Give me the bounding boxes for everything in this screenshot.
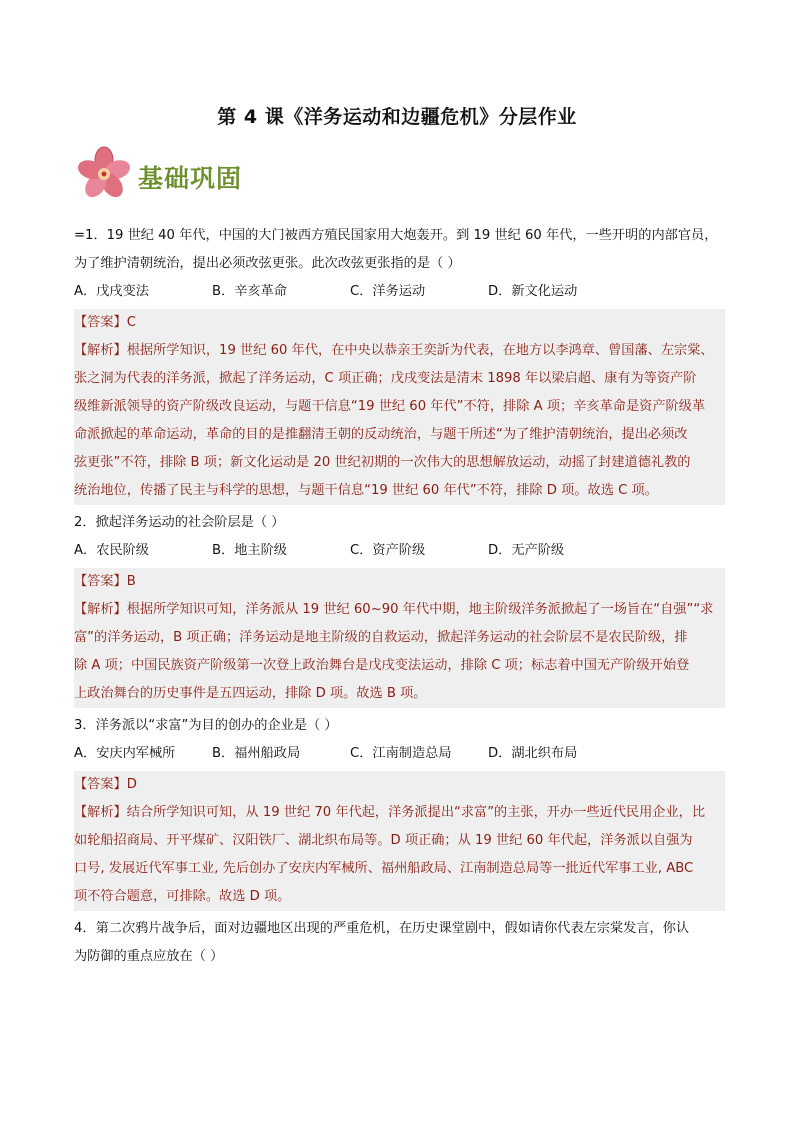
analysis-text: 除 A 项；中国民族资产阶级第一次登上政治舞台是戊戌变法运动，排除 C 项；标志着中国无产阶级开始登: [74, 658, 690, 673]
questions: [74, 222, 725, 971]
options-row: [74, 537, 725, 565]
question-text: 为了维护清朝统治，提出必须改弦更张。此次改弦更张指的是（ ）: [74, 256, 461, 271]
analysis-text: 命派掀起的革命运动，革命的目的是推翻清王朝的反动统治，与题干所述“为了维护清朝统治，提出必须改: [74, 427, 688, 442]
option-d: D．湖北织布局: [488, 746, 578, 761]
analysis-text: 【解析】根据所学知识可知，洋务派从 19 世纪 60~90 年代中期，地主阶级洋务派掀起了一场旨在“自强”“求: [74, 602, 714, 617]
analysis-text: 【解析】结合所学知识可知，从 19 世纪 70 年代起，洋务派提出“求富”的主张，开办一些近代民用企业，比: [74, 805, 706, 820]
analysis-text: 统治地位，传播了民主与科学的思想，与题干信息“19 世纪 60 年代”不符，排除 D 项。故选 C 项。: [74, 483, 658, 498]
option-b: B．辛亥革命: [212, 284, 287, 299]
question-2: [74, 509, 725, 708]
option-c: C．资产阶级: [350, 543, 426, 558]
options-row: [74, 740, 725, 768]
question-text: 3．洋务派以“求富”为目的创办的企业是（ ）: [74, 718, 338, 733]
options-row: [74, 278, 725, 306]
question-text: 4．第二次鸦片战争后，面对边疆地区出现的严重危机，在历史课堂剧中，假如请你代表左宗棠发言，你认: [74, 921, 690, 936]
answer-label: 【答案】D: [74, 777, 137, 792]
analysis-text: 项不符合题意，可排除。故选 D 项。: [74, 889, 291, 904]
section-header: [74, 148, 242, 206]
option-b: B．地主阶级: [212, 543, 287, 558]
question-4: [74, 915, 725, 971]
option-c: C．洋务运动: [350, 284, 426, 299]
answer-block: [74, 309, 725, 505]
answer-label: 【答案】B: [74, 574, 136, 589]
question-text: =1．19 世纪 40 年代，中国的大门被西方殖民国家用大炮轰开。到 19 世纪 60 年代，一些开明的内部官员，: [74, 228, 718, 243]
question-text: 2．掀起洋务运动的社会阶层是（ ）: [74, 515, 285, 530]
analysis-text: 口号, 发展近代军事工业, 先后创办了安庆内军械所、福州船政局、江南制造总局等一批近代军事工业, ABC: [74, 861, 694, 876]
analysis-text: 上政治舞台的历史事件是五四运动，排除 D 项。故选 B 项。: [74, 686, 427, 701]
analysis-text: 【解析】根据所学知识，19 世纪 60 年代，在中央以恭亲王奕訢为代表，在地方以李鸿章、曾国藩、左宗棠、: [74, 343, 714, 358]
question-text: 为防御的重点应放在（ ）: [74, 949, 224, 964]
analysis-text: 如轮船招商局、开平煤矿、汉阳铁厂、湖北织布局等。D 项正确；从 19 世纪 60 年代起，洋务派以自强为: [74, 833, 693, 848]
section-title: 基础巩固: [138, 164, 243, 193]
analysis-text: 张之洞为代表的洋务派，掀起了洋务运动，C 项正确；戊戌变法是清末 1898 年以梁启超、康有为等资产阶: [74, 371, 697, 386]
answer-label: 【答案】C: [74, 315, 136, 330]
option-a: A．安庆内军械所: [74, 746, 176, 761]
option-b: B．福州船政局: [212, 746, 301, 761]
page-title: 第 4 课《洋务运动和边疆危机》分层作业: [217, 106, 577, 128]
analysis-text: 级维新派领导的资产阶级改良运动，与题干信息“19 世纪 60 年代”不符，排除 A 项；辛亥革命是资产阶级革: [74, 399, 706, 414]
answer-block: [74, 771, 725, 911]
analysis-text: 富”的洋务运动，B 项正确；洋务运动是地主阶级的自救运动，掀起洋务运动的社会阶层不是农民阶级，排: [74, 630, 688, 645]
option-d: D．无产阶级: [488, 543, 565, 558]
flower-icon: [74, 146, 134, 208]
option-a: A．农民阶级: [74, 543, 149, 558]
analysis-text: 弦更张”不符，排除 B 项；新文化运动是 20 世纪初期的一次伟大的思想解放运动，动摇了封建道德礼教的: [74, 455, 691, 470]
option-d: D．新文化运动: [488, 284, 578, 299]
question-3: [74, 712, 725, 911]
question-1: [74, 222, 725, 505]
option-a: A．戊戌变法: [74, 284, 149, 299]
answer-block: [74, 568, 725, 708]
option-c: C．江南制造总局: [350, 746, 452, 761]
